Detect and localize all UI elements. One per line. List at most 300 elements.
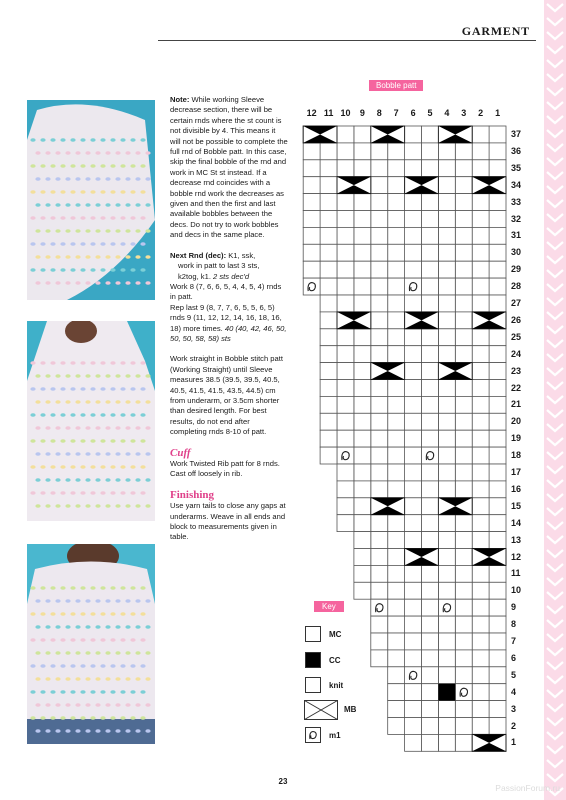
chart-row-number: 35 [511, 162, 522, 173]
chart-cell [438, 160, 455, 177]
chart-cell [354, 549, 371, 566]
chart-cell [371, 312, 388, 329]
chart-cell [472, 278, 489, 295]
chart-cell [388, 718, 405, 735]
chart-cc-cell [438, 684, 455, 701]
chart-row-number: 29 [511, 264, 522, 275]
chart-cell [489, 295, 506, 312]
chart-cell [303, 227, 320, 244]
chart-cell [472, 413, 489, 430]
chart-cell [320, 177, 337, 194]
chart-cell [354, 261, 371, 278]
chart-cell [438, 346, 455, 363]
chart-cell [320, 211, 337, 228]
chart-cell [388, 227, 405, 244]
chart-row-number: 20 [511, 416, 522, 427]
chart-row-number: 1 [511, 737, 517, 748]
chart-cell [337, 143, 354, 160]
chart-cell [303, 160, 320, 177]
chart-row-number: 10 [511, 585, 522, 596]
chart-row-number: 36 [511, 145, 522, 156]
chart-cell [438, 549, 455, 566]
chart-cell [388, 396, 405, 413]
chart-cell [388, 211, 405, 228]
chart-cell [472, 211, 489, 228]
chart-cell [422, 684, 439, 701]
chart-cell [405, 211, 422, 228]
chart-cell [422, 396, 439, 413]
chart-cell [405, 599, 422, 616]
chart-col-number: 12 [306, 108, 317, 118]
chart-cell [388, 633, 405, 650]
chart-cell [422, 413, 439, 430]
chart-cell [388, 278, 405, 295]
chart-cell [405, 650, 422, 667]
chart-cell [489, 278, 506, 295]
chart-cell [337, 498, 354, 515]
chart-cell [422, 616, 439, 633]
chart-cell [354, 143, 371, 160]
chart-cell [438, 211, 455, 228]
chart-row-number: 15 [511, 500, 522, 511]
next-rnd-italic: 2 sts dec'd [213, 271, 250, 281]
chart-cell [337, 329, 354, 346]
chart-cell [472, 261, 489, 278]
chart-cell [405, 498, 422, 515]
chart-cell [472, 684, 489, 701]
chart-cell [472, 447, 489, 464]
chart-cell [388, 616, 405, 633]
chart-cell [455, 346, 472, 363]
chart-cell [303, 211, 320, 228]
chart-cell [371, 582, 388, 599]
chart-row-number: 23 [511, 365, 522, 376]
chart-cell [472, 380, 489, 397]
chart-cell [438, 413, 455, 430]
chart-cell [438, 329, 455, 346]
chart-cell [371, 633, 388, 650]
chart-cell [472, 599, 489, 616]
chart-cell [405, 667, 422, 684]
chart-cell [405, 447, 422, 464]
chart-cell [405, 464, 422, 481]
chart-cell [489, 684, 506, 701]
chart-row-number: 7 [511, 636, 517, 646]
chart-cell [472, 532, 489, 549]
chart-cell [371, 616, 388, 633]
chart-cell [472, 616, 489, 633]
chart-cell [405, 194, 422, 211]
chart-cell [455, 396, 472, 413]
chart-cell [371, 380, 388, 397]
chart-col-number: 1 [495, 108, 501, 118]
chart-cell [438, 633, 455, 650]
chart-cell [438, 447, 455, 464]
chart-cell [489, 126, 506, 143]
chart-cell [472, 227, 489, 244]
chart-row-number: 28 [511, 281, 522, 292]
chart-cell [455, 684, 472, 701]
key-mc-swatch [305, 626, 321, 642]
chart-cell [354, 464, 371, 481]
chart-cell [422, 227, 439, 244]
chart-cell [388, 464, 405, 481]
chart-cell [455, 532, 472, 549]
chart-cell [388, 380, 405, 397]
chart-cell [405, 616, 422, 633]
chart-cell [472, 363, 489, 380]
chart-cell [371, 194, 388, 211]
chart-cell [422, 515, 439, 532]
chart-cell [388, 582, 405, 599]
chart-row-number: 4 [511, 686, 517, 697]
chart-cell [371, 599, 388, 616]
chart-cell [388, 329, 405, 346]
chart-cell [438, 532, 455, 549]
chart-cell [388, 143, 405, 160]
chart-cell [371, 346, 388, 363]
chart-cell [405, 126, 422, 143]
chart-cell [489, 498, 506, 515]
chart-cell [422, 194, 439, 211]
chart-cell [371, 481, 388, 498]
chart-cell [337, 295, 354, 312]
note-text: While working Sleeve decrease section, there will be certain rnds where the st count is not divisible by 4. This means it will not be possible to complete the full rnd of Bobble patt. In this case, skip the final bobble of the rnd and work in MC St st instead. If a decrease rnd coincides with a bobble rnd work the decreases as given and then the first and last available bobbles between the decs. Do not try to work bobbles and decs in the same place. [170, 95, 288, 240]
chart-cell [472, 396, 489, 413]
chart-cell [320, 413, 337, 430]
chart-cell [472, 633, 489, 650]
cuff-paragraph: Work Twisted Rib patt for 8 rnds. Cast off loosely in rib. [170, 459, 280, 479]
chart-cell [388, 261, 405, 278]
chart-cell [489, 447, 506, 464]
chart-cell [489, 396, 506, 413]
chart-cell [371, 464, 388, 481]
chart-cell [337, 261, 354, 278]
chart-cell [354, 363, 371, 380]
chart-cell [371, 295, 388, 312]
key-cc-swatch [305, 652, 321, 668]
chart-cell [472, 194, 489, 211]
chart-mb-cell [472, 177, 506, 194]
chart-cell [489, 464, 506, 481]
chart-cell [354, 430, 371, 447]
chart-cell [455, 177, 472, 194]
chart-cell [489, 701, 506, 718]
key-cc-label: CC [329, 656, 341, 665]
chart-cell [422, 430, 439, 447]
chart-cell [472, 329, 489, 346]
chart-cell [455, 244, 472, 261]
chart-cell [472, 718, 489, 735]
chart-cell [405, 380, 422, 397]
chart-cell [455, 650, 472, 667]
chart-cell [438, 565, 455, 582]
chart-cell [405, 329, 422, 346]
chart-cell [455, 718, 472, 735]
chart-row-number: 14 [511, 517, 522, 528]
chart-cell [405, 430, 422, 447]
chart-col-number: 6 [410, 108, 416, 118]
chart-cell [320, 447, 337, 464]
chart-cell [472, 244, 489, 261]
chart-cell [320, 261, 337, 278]
chart-cell [320, 430, 337, 447]
section-title: GARMENT [461, 24, 530, 38]
chart-cell [354, 396, 371, 413]
chart-cell [337, 447, 354, 464]
chart-cell [422, 582, 439, 599]
repeat-italic: 40 (40, 42, 46, 50, 50, 50, 58, 58) sts [170, 323, 287, 343]
chart-mb-cell [438, 498, 472, 515]
key-title-label: Key [314, 601, 344, 612]
chart-cell [371, 177, 388, 194]
chart-cell [388, 295, 405, 312]
chart-row-number: 12 [511, 551, 522, 562]
chart-row-number: 21 [511, 399, 522, 410]
chart-cell [303, 194, 320, 211]
next-rnd-label: Next Rnd (dec): [170, 250, 227, 260]
chart-cell [371, 565, 388, 582]
chart-cell [455, 430, 472, 447]
chart-cell [438, 599, 455, 616]
chart-row-number: 19 [511, 433, 522, 444]
chart-cell [489, 363, 506, 380]
chart-mb-cell [337, 312, 371, 329]
chart-cell [489, 718, 506, 735]
key-mb-icon [304, 700, 338, 720]
chart-cell [489, 582, 506, 599]
chart-cell [371, 396, 388, 413]
chart-cell [320, 396, 337, 413]
chart-cell [354, 295, 371, 312]
chart-cell [371, 413, 388, 430]
chart-col-number: 5 [427, 108, 433, 118]
chart-row-number: 18 [511, 450, 522, 461]
chart-row-number: 30 [511, 247, 522, 258]
chart-row-number: 13 [511, 534, 522, 545]
chart-cell [354, 481, 371, 498]
chart-cell [472, 295, 489, 312]
chart-col-number: 7 [393, 108, 399, 118]
chart-cell [388, 312, 405, 329]
chart-cell [472, 464, 489, 481]
chart-cell [489, 346, 506, 363]
chart-cell [388, 701, 405, 718]
chart-cell [489, 616, 506, 633]
chart-cell [422, 244, 439, 261]
chart-cell [371, 650, 388, 667]
chart-row-number: 17 [511, 467, 522, 477]
chart-cell [354, 565, 371, 582]
chart-cell [388, 549, 405, 566]
chart-mb-cell [371, 126, 405, 143]
chart-cell [455, 278, 472, 295]
chart-cell [405, 278, 422, 295]
chart-cell [405, 160, 422, 177]
chart-cell [472, 126, 489, 143]
chart-cell [422, 481, 439, 498]
chart-cell [489, 599, 506, 616]
chart-cell [438, 278, 455, 295]
chart-cell [371, 244, 388, 261]
chart-cell [354, 211, 371, 228]
chart-cell [472, 143, 489, 160]
key-knit-label: knit [329, 681, 344, 690]
chart-cell [438, 194, 455, 211]
chart-cell [422, 718, 439, 735]
chart-cell [438, 481, 455, 498]
next-rnd-text: K1, ssk, [226, 250, 256, 260]
note-label: Note: [170, 95, 190, 104]
chart-cell [455, 599, 472, 616]
chart-col-number: 8 [376, 108, 382, 118]
chart-row-number: 32 [511, 213, 522, 224]
chart-cell [388, 160, 405, 177]
chart-col-number: 11 [323, 108, 334, 118]
chart-cell [455, 549, 472, 566]
key-knit-swatch [305, 677, 321, 693]
chart-cell [371, 143, 388, 160]
chart-cell [472, 667, 489, 684]
chart-cell [371, 515, 388, 532]
chart-cell [422, 464, 439, 481]
chart-cell [438, 244, 455, 261]
chart-row-number: 3 [511, 703, 517, 714]
chart-cell [388, 515, 405, 532]
chart-cell [320, 312, 337, 329]
straight-paragraph: Work straight in Bobble stitch patt (Working Straight) until Sleeve measures 38.5 (39.5, 39.5, 40.5, 40.5, 41.5, 41.5, 43.5, 44.5) cm from underarm, or 3.5cm shorter than desired length. For best results, do not end after completing rnds 8-10 of patt. [170, 354, 283, 437]
chart-cell [405, 515, 422, 532]
chart-cell [438, 430, 455, 447]
chart-cell [438, 667, 455, 684]
chart-mb-cell [472, 734, 506, 751]
chart-cell [371, 227, 388, 244]
chart-cell [438, 582, 455, 599]
chart-cell [489, 413, 506, 430]
chart-cell [405, 413, 422, 430]
chart-cell [489, 430, 506, 447]
chart-row-number: 9 [511, 602, 517, 613]
chart-cell [405, 481, 422, 498]
chart-cell [354, 194, 371, 211]
chart-cell [472, 582, 489, 599]
chart-cell [354, 227, 371, 244]
chart-cell [455, 194, 472, 211]
chart-mb-cell [303, 126, 337, 143]
site-watermark: PassionForum.ru [495, 783, 560, 793]
chart-cell [422, 447, 439, 464]
chart-cell [438, 701, 455, 718]
chart-cell [438, 143, 455, 160]
chart-cell [455, 701, 472, 718]
chart-cell [489, 667, 506, 684]
chart-cell [438, 312, 455, 329]
chart-col-number: 2 [478, 108, 484, 118]
chart-cell [422, 211, 439, 228]
chart-cell [303, 177, 320, 194]
chart-cell [455, 734, 472, 751]
chart-row-number: 34 [511, 179, 522, 190]
chart-cell [472, 481, 489, 498]
chart-cell [354, 515, 371, 532]
chart-row-number: 5 [511, 669, 517, 680]
chart-cell [320, 278, 337, 295]
chart-cell [472, 346, 489, 363]
chart-cell [489, 650, 506, 667]
chart-cell [388, 684, 405, 701]
chart-cell [422, 329, 439, 346]
chart-cell [320, 160, 337, 177]
chart-cell [405, 684, 422, 701]
chart-cell [405, 532, 422, 549]
chart-cell [354, 582, 371, 599]
chart-cell [354, 278, 371, 295]
chart-cell [354, 413, 371, 430]
chart-cell [489, 194, 506, 211]
chart-cell [388, 565, 405, 582]
chart-cell [422, 346, 439, 363]
chart-cell [422, 532, 439, 549]
chart-cell [489, 261, 506, 278]
chart-cell [405, 143, 422, 160]
chart-cell [455, 515, 472, 532]
chart-cell [489, 329, 506, 346]
chart-cell [438, 261, 455, 278]
chart-cell [489, 481, 506, 498]
chart-cell [422, 380, 439, 397]
chart-cell [455, 312, 472, 329]
cuff-heading: Cuff [170, 446, 191, 459]
chart-cell [337, 346, 354, 363]
chart-cell [472, 515, 489, 532]
chart-cell [472, 650, 489, 667]
chart-cell [405, 633, 422, 650]
chart-cell [337, 194, 354, 211]
chart-row-number: 11 [511, 568, 521, 579]
chart-cell [438, 718, 455, 735]
chart-cell [438, 380, 455, 397]
chart-cell [405, 396, 422, 413]
chart-cell [388, 244, 405, 261]
chart-cell [455, 582, 472, 599]
chart-mb-cell [405, 549, 439, 566]
chart-cell [371, 430, 388, 447]
chart-cell [422, 667, 439, 684]
chart-cell [438, 616, 455, 633]
chart-cell [303, 261, 320, 278]
chart-cell [354, 447, 371, 464]
chart-cell [472, 701, 489, 718]
chart-cell [337, 160, 354, 177]
chart-cell [405, 701, 422, 718]
chart-row-number: 25 [511, 331, 522, 342]
chart-cell [337, 396, 354, 413]
chart-cell [320, 244, 337, 261]
chart-cell [337, 211, 354, 228]
chart-cell [455, 380, 472, 397]
chart-cell [388, 346, 405, 363]
chart-row-number: 33 [511, 196, 522, 207]
finishing-paragraph: Use yarn tails to close any gaps at underarms. Weave in all ends and block to measurements given in table. [170, 501, 286, 542]
next-rnd-line3: k2tog, k1. [178, 271, 214, 281]
repeat-text: Rep last 9 (8, 7, 7, 6, 5, 5, 6, 5) rnds 9 (11, 12, 12, 14, 16, 18, 16, 18) more times. [170, 302, 282, 333]
chart-mb-cell [438, 126, 472, 143]
chart-mb-cell [472, 312, 506, 329]
chart-cell [388, 532, 405, 549]
chart-cell [303, 244, 320, 261]
chart-cell [405, 582, 422, 599]
chart-cell [337, 363, 354, 380]
